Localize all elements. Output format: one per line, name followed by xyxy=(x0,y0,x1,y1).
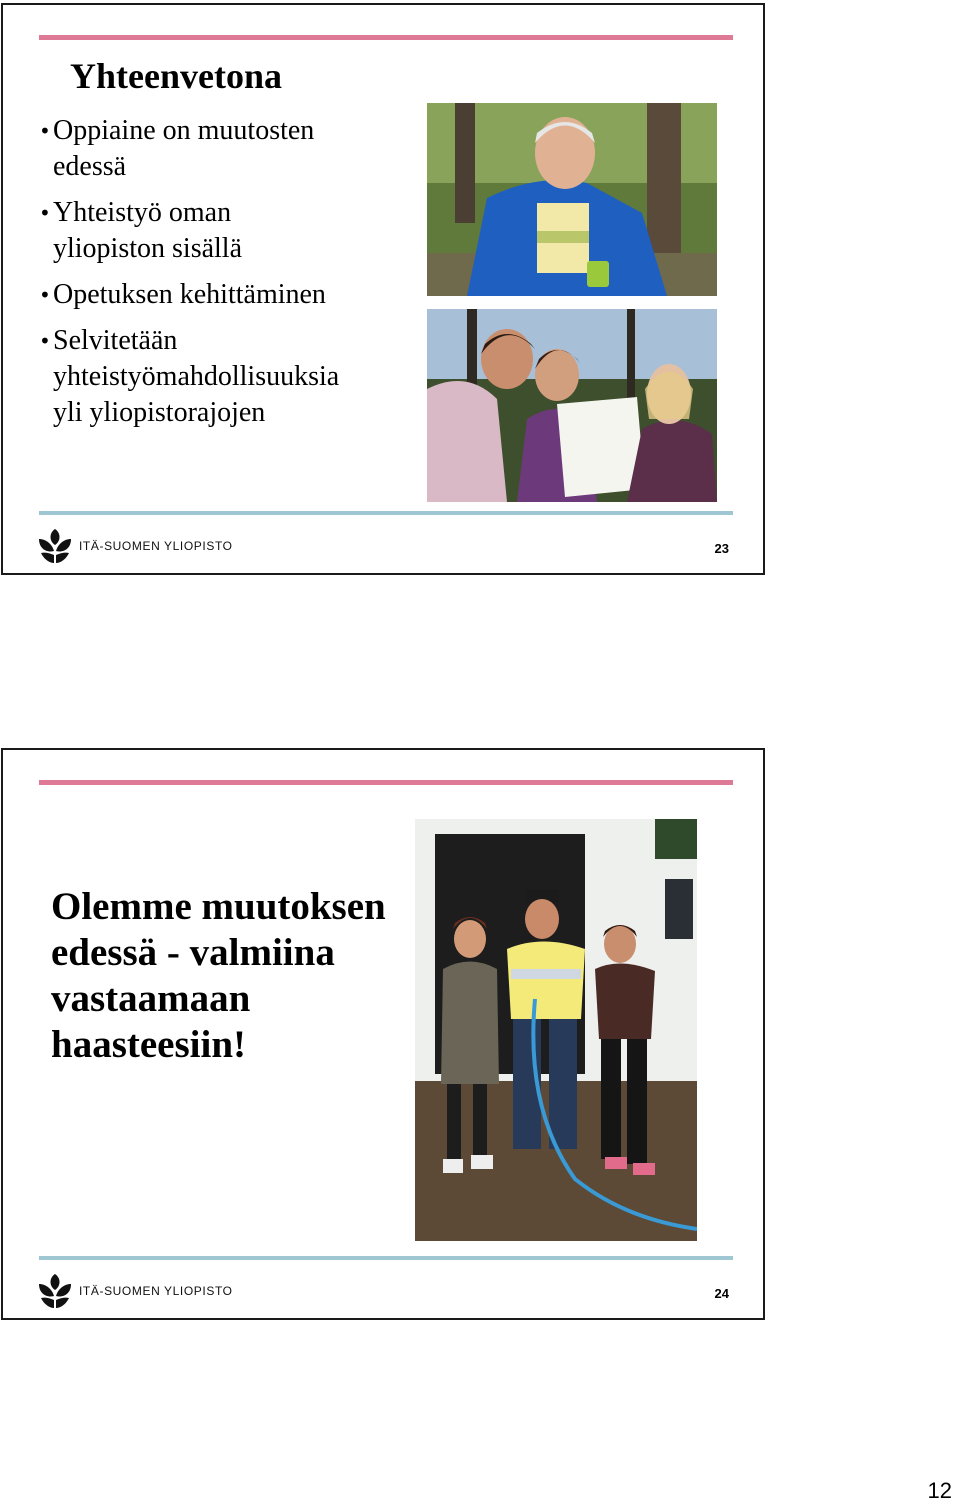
slide-number: 23 xyxy=(714,541,729,556)
photo-man-in-forest xyxy=(427,103,717,296)
page-number: 12 xyxy=(927,1478,952,1503)
bullet-list xyxy=(39,113,409,441)
university-logo-icon xyxy=(37,1272,73,1310)
slide-23 xyxy=(1,3,765,575)
photo-women-reading xyxy=(427,309,717,502)
bullet-text: edessä xyxy=(53,151,127,182)
university-logo-icon xyxy=(37,527,73,565)
statement-line: Olemme muutoksen xyxy=(51,885,386,928)
bullet-text: Yhteistyö oman xyxy=(53,197,232,228)
bullet-text: yli yliopistorajojen xyxy=(53,397,266,428)
statement-line: vastaamaan xyxy=(51,977,251,1020)
university-logo xyxy=(37,1272,233,1310)
bullet-text: Opetuksen kehittäminen xyxy=(53,279,326,310)
bullet-text: Selvitetään xyxy=(53,325,178,356)
top-rule xyxy=(39,780,733,785)
statement-line: haasteesiin! xyxy=(51,1023,246,1066)
top-rule xyxy=(39,35,733,40)
slide-24 xyxy=(1,748,765,1320)
bullet-dot-icon: • xyxy=(39,283,51,307)
bullet-text: Oppiaine on muutosten xyxy=(53,115,315,146)
bullet-text: yliopiston sisällä xyxy=(53,233,242,264)
statement-line: edessä - valmiina xyxy=(51,931,335,974)
bullet-item xyxy=(39,323,409,431)
bullet-text: yhteistyömahdollisuuksia xyxy=(53,361,340,392)
slide-number: 24 xyxy=(714,1286,729,1301)
bullet-item xyxy=(39,195,409,267)
logo-text: ITÄ-SUOMEN YLIOPISTO xyxy=(79,1284,233,1298)
photo-group-by-van xyxy=(415,819,697,1241)
slide-title: Yhteenvetona xyxy=(70,56,282,96)
bullet-dot-icon: • xyxy=(39,329,51,353)
closing-statement xyxy=(51,884,431,1068)
bottom-rule xyxy=(39,511,733,515)
university-logo xyxy=(37,527,233,565)
bullet-dot-icon: • xyxy=(39,201,51,225)
bullet-item xyxy=(39,277,409,313)
bullet-dot-icon: • xyxy=(39,119,51,143)
bullet-item xyxy=(39,113,409,185)
logo-text: ITÄ-SUOMEN YLIOPISTO xyxy=(79,539,233,553)
bottom-rule xyxy=(39,1256,733,1260)
